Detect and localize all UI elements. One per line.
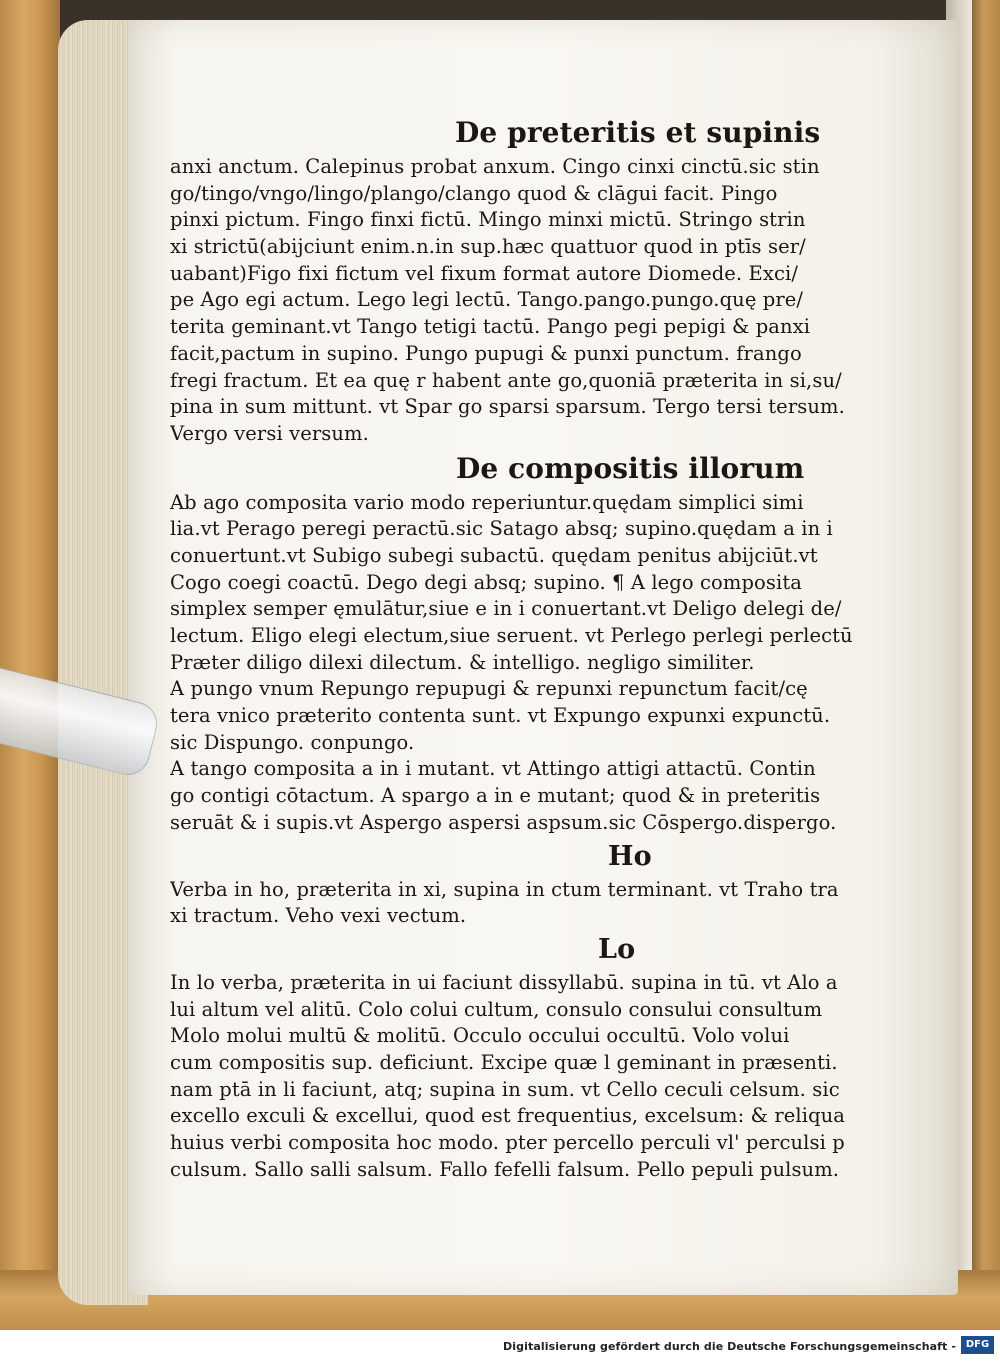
text-line: pinxi pictum. Fingo finxi fictū. Mingo minxi mictū. Stringo strin bbox=[170, 208, 806, 232]
dfg-logo: DFG bbox=[961, 1336, 994, 1354]
text-line: excello exculi & excellui, quod est frequentius, excelsum: & reliqua bbox=[170, 1104, 846, 1128]
section-heading: De compositis illorum bbox=[456, 451, 805, 485]
text-line: go/tingo/vngo/lingo/plango/clango quod & clāgui facit. Pingo bbox=[170, 181, 778, 205]
text-line: cum compositis sup. deficiunt. Excipe quæ l geminant in præsenti. bbox=[170, 1050, 838, 1074]
text-line: culsum. Sallo salli salsum. Fallo fefelli falsum. Pello pepuli pulsum. bbox=[170, 1157, 840, 1181]
paragraph-preterites bbox=[170, 154, 945, 448]
section-heading: De preteritis et supinis bbox=[455, 116, 821, 149]
section-heading: Lo bbox=[598, 933, 636, 965]
book-cover-right bbox=[972, 0, 1000, 1330]
funding-credit: Digitalisierung gefördert durch die Deutsche Forschungsgemeinschaft - bbox=[503, 1340, 956, 1353]
paragraph-ho bbox=[170, 877, 945, 930]
text-line: Molo molui multū & molitū. Occulo occului occultū. Volo volui bbox=[170, 1024, 790, 1048]
text-line: seruāt & i supis.vt Aspergo aspersi aspsum.sic Cōspergo.dispergo. bbox=[170, 810, 837, 834]
text-line: huius verbi composita hoc modo. pter percello perculi vl' perculsi p bbox=[170, 1131, 845, 1154]
text-line: pe Ago egi actum. Lego legi lectū. Tango.pango.pungo.quę pre/ bbox=[170, 288, 804, 312]
text-line: terita geminant.vt Tango tetigi tactū. Pango pegi pepigi & panxi bbox=[170, 315, 811, 339]
text-line: Vergo versi versum. bbox=[170, 421, 369, 445]
text-line: Verba in ho, præterita in xi, supina in ctum terminant. vt Traho tra bbox=[170, 877, 839, 901]
paragraph-lo bbox=[170, 970, 945, 1184]
text-line: conuertunt.vt Subigo subegi subactū. quędam penitus abijciūt.vt bbox=[170, 543, 818, 567]
text-line: In lo verba, præterita in ui faciunt dissyllabū. supina in tū. vt Alo a bbox=[170, 970, 838, 994]
paragraph-compositis bbox=[170, 490, 945, 837]
text-line: anxi anctum. Calepinus probat anxum. Cingo cinxi cinctū.sic stin bbox=[170, 155, 820, 178]
text-line: xi tractum. Veho vexi vectum. bbox=[170, 904, 467, 928]
text-line: lia.vt Perago peregi peractū.sic Satago absq; supino.quędam a in i bbox=[170, 517, 833, 541]
text-line: Ab ago composita vario modo reperiuntur.quędam simplici simi bbox=[170, 490, 804, 514]
text-line: tera vnico præterito contenta sunt. vt Expungo expunxi expunctū. bbox=[170, 704, 831, 728]
text-line: lui altum vel alitū. Colo colui cultum, consulo consului consultum bbox=[170, 997, 823, 1021]
text-line: nam ptā in li faciunt, atq; supina in sum. vt Cello ceculi celsum. sic bbox=[170, 1077, 840, 1101]
text-line: Cogo coegi coactū. Dego degi absq; supino. ¶ A lego composita bbox=[170, 570, 803, 594]
section-heading: Ho bbox=[608, 840, 652, 872]
text-line: lectum. Eligo elegi electum,siue seruent. vt Perlego perlegi perlectū bbox=[170, 624, 853, 647]
text-line: A tango composita a in i mutant. vt Attingo attigi attactū. Contin bbox=[170, 757, 816, 781]
page-text bbox=[170, 112, 945, 1181]
text-line: A pungo vnum Repungo repupugi & repunxi repunctum facit/cę bbox=[170, 677, 808, 701]
text-line: facit,pactum in supino. Pungo pupugi & punxi punctum. frango bbox=[170, 341, 802, 365]
text-line: pina in sum mittunt. vt Spar go sparsi sparsum. Tergo tersi tersum. bbox=[170, 395, 845, 419]
text-line: uabant)Figo fixi fictum vel fixum format autore Diomede. Exci/ bbox=[170, 261, 798, 285]
text-line: Præter diligo dilexi dilectum. & intelligo. negligo similiter. bbox=[170, 650, 755, 674]
text-line: xi strictū(abijciunt enim.n.in sup.hæc quattuor quod in ptīs ser/ bbox=[170, 235, 806, 259]
text-line: simplex semper ęmulātur,siue e in i conuertant.vt Deligo delegi de/ bbox=[170, 597, 842, 621]
text-line: go contigi cōtactum. A spargo a in e mutant; quod & in preteritis bbox=[170, 784, 821, 808]
text-line: sic Dispungo. conpungo. bbox=[170, 730, 415, 754]
footer-bar bbox=[0, 1330, 1000, 1361]
text-line: fregi fractum. Et ea quę r habent ante go,quoniā præterita in si,su/ bbox=[170, 368, 842, 392]
book-cover-left bbox=[0, 0, 60, 1330]
